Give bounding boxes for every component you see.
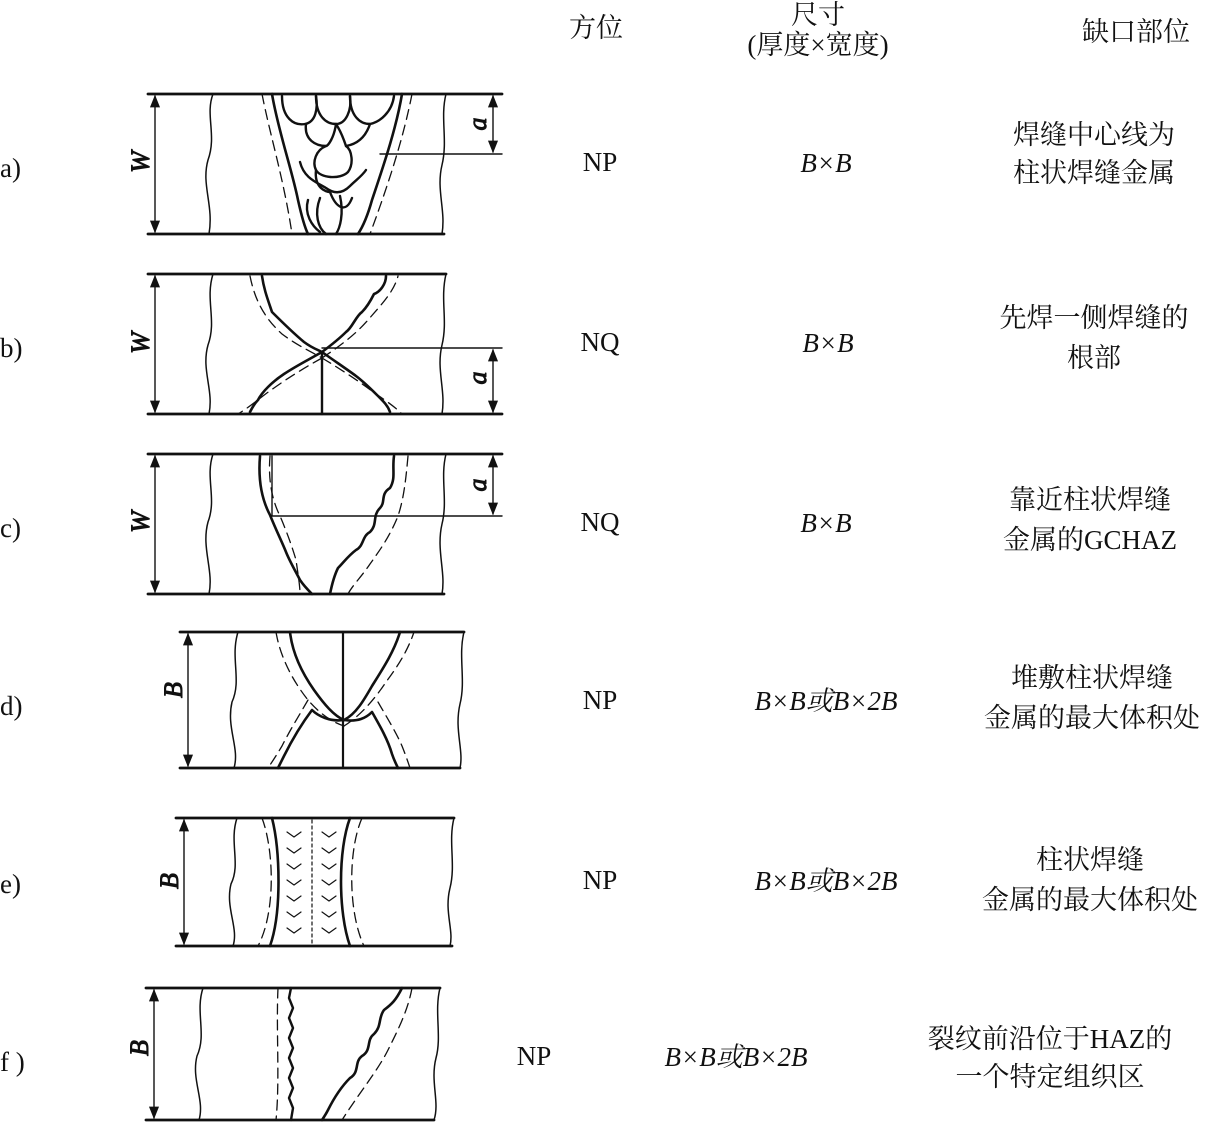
- notch-e-line1: 柱状焊缝: [1036, 845, 1144, 875]
- specimen-d: [159, 632, 464, 768]
- orientation-e: NP: [582, 865, 618, 895]
- header-orientation: 方位: [569, 13, 623, 43]
- orientation-a: NP: [582, 147, 618, 177]
- row-label-c: c): [0, 513, 21, 543]
- notch-b: [1000, 298, 1189, 378]
- header-size-line1: 尺寸: [791, 0, 845, 30]
- specimen-c: [126, 454, 502, 594]
- row-label-b: b): [0, 333, 23, 363]
- notch-f: [928, 1020, 1173, 1096]
- notch-f-line2: 一个特定组织区: [955, 1062, 1145, 1092]
- dim-label-a: a: [463, 478, 492, 492]
- notch-d-line2: 金属的最大体积处: [984, 703, 1200, 733]
- orientation-d: NP: [582, 685, 618, 715]
- notch-a: [1013, 116, 1175, 192]
- dim-label-a: a: [463, 371, 492, 385]
- notch-b-line2: 根部: [1067, 343, 1121, 373]
- header-notch: 缺口部位: [1082, 17, 1190, 47]
- orientation-f: NP: [516, 1041, 552, 1071]
- notch-c-line1: 靠近柱状焊缝: [1009, 485, 1171, 515]
- specimen-f: [125, 988, 440, 1120]
- size-e: B×B或B×2B: [754, 866, 898, 896]
- specimen-a: [126, 94, 502, 234]
- size-a: B×B: [800, 148, 852, 178]
- row-label-f: f ): [0, 1047, 25, 1077]
- row-label-a: a): [0, 153, 21, 183]
- notch-b-line1: 先焊一侧焊缝的: [999, 303, 1189, 333]
- dim-label-a: a: [463, 117, 492, 131]
- dim-label-b: B: [125, 1040, 154, 1056]
- header-size-line2: (厚度×宽度): [747, 30, 889, 60]
- notch-c-line2: 金属的GCHAZ: [1003, 525, 1177, 555]
- orientation-c: NQ: [580, 507, 620, 537]
- dim-label-b: B: [159, 682, 188, 698]
- size-c: B×B: [800, 508, 852, 538]
- notch-f-line1: 裂纹前沿位于HAZ的: [927, 1024, 1173, 1054]
- notch-a-line2: 柱状焊缝金属: [1013, 158, 1175, 188]
- specimen-b: [126, 274, 502, 414]
- orientation-b: NQ: [580, 327, 620, 357]
- notch-e: [982, 840, 1198, 920]
- notch-a-line1: 焊缝中心线为: [1013, 120, 1175, 150]
- size-b: B×B: [802, 328, 854, 358]
- notch-d: [984, 658, 1200, 738]
- dim-label-b: B: [155, 873, 184, 889]
- dim-label-w: W: [126, 332, 155, 354]
- size-d: B×B或B×2B: [754, 686, 898, 716]
- row-label-d: d): [0, 691, 23, 721]
- notch-c: [1003, 480, 1177, 560]
- row-label-e: e): [0, 869, 21, 899]
- notch-e-line2: 金属的最大体积处: [982, 885, 1198, 915]
- specimen-e: [155, 818, 454, 946]
- header-size: [747, 0, 888, 60]
- dim-label-w: W: [126, 511, 155, 533]
- notch-d-line1: 堆敷柱状焊缝: [1011, 663, 1173, 693]
- size-f: B×B或B×2B: [664, 1042, 808, 1072]
- dim-label-w: W: [126, 151, 155, 173]
